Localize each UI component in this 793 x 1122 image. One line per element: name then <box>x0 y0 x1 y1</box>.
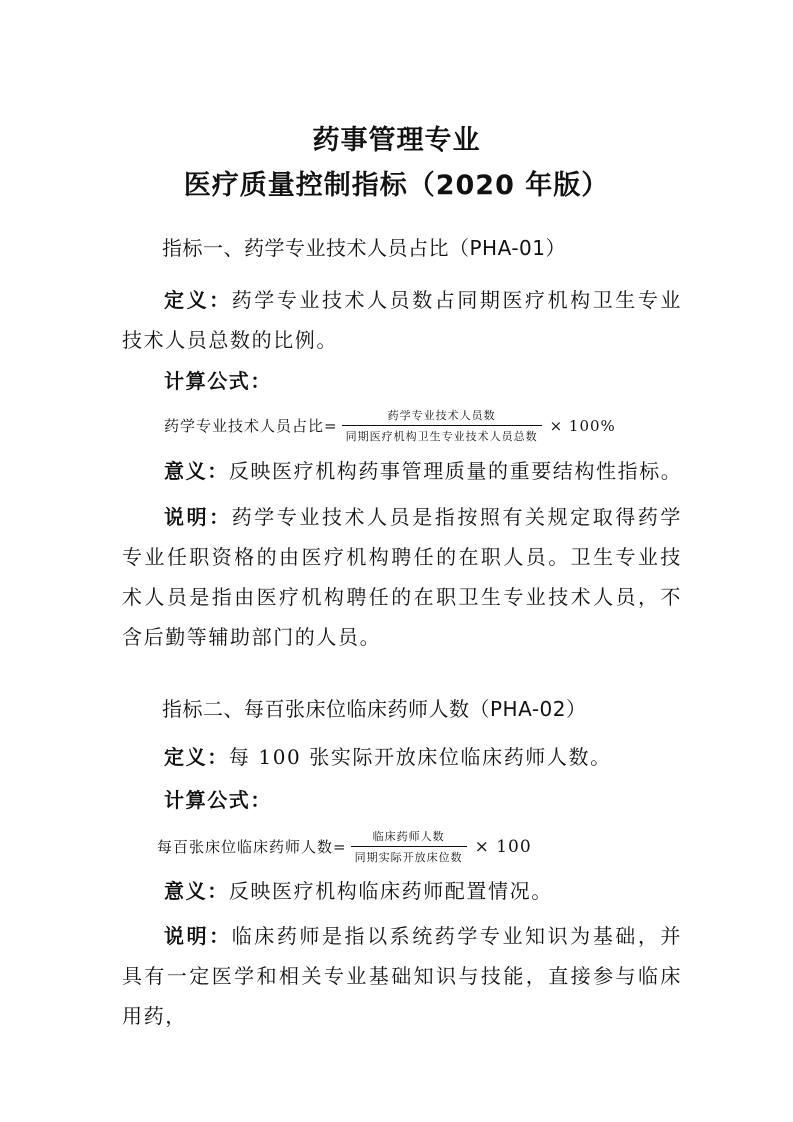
meaning-label: 意义： <box>164 459 229 483</box>
formula-multiplier: × 100 <box>474 836 532 857</box>
formula-multiplier: × 100% <box>549 416 616 435</box>
meaning-text: 反映医疗机构药事管理质量的重要结构性指标。 <box>228 459 683 483</box>
formula-fraction <box>351 828 467 865</box>
formula-lhs: 药学专业技术人员占比= <box>164 417 338 435</box>
note-text: 临床药师是指以系统药学专业知识为基础，并具有一定医学和相关专业基础知识与技能，直接参与临床用药， <box>122 924 683 1028</box>
formula-denominator: 同期实际开放床位数 <box>351 846 467 865</box>
document-title: 药事管理专业 <box>312 125 481 156</box>
indicator1-formula-label <box>164 366 272 396</box>
formula-label: 计算公式： <box>164 369 272 393</box>
indicator1-heading: 指标一、药学专业技术人员占比（PHA-01） <box>162 236 567 260</box>
indicator1-note <box>122 497 682 657</box>
meaning-label: 意义： <box>164 879 229 903</box>
indicator1-definition <box>122 280 682 360</box>
formula-label: 计算公式： <box>164 788 272 812</box>
document-subtitle: 医疗质量控制指标（2020 年版） <box>183 170 610 201</box>
definition-text: 药学专业技术人员数占同期医疗机构卫生专业技术人员总数的比例。 <box>122 288 683 352</box>
note-text: 药学专业技术人员是指按照有关规定取得药学专业任职资格的由医疗机构聘任的在职人员。卫生专业技术人员是指由医疗机构聘任的在职卫生专业技术人员，不含后勤等辅助部门的人员。 <box>122 505 683 649</box>
indicator1-formula <box>164 407 616 444</box>
formula-fraction <box>342 407 542 444</box>
formula-numerator: 药学专业技术人员数 <box>387 409 496 422</box>
definition-label: 定义： <box>164 745 229 769</box>
note-label: 说明： <box>164 924 232 948</box>
indicator1-meaning <box>164 456 682 486</box>
indicator2-heading: 指标二、每百张床位临床药师人数（PHA-02） <box>162 697 587 721</box>
definition-label: 定义： <box>164 288 232 312</box>
formula-numerator: 临床药师人数 <box>372 830 445 843</box>
indicator2-formula-label <box>164 785 272 815</box>
meaning-text: 反映医疗机构临床药师配置情况。 <box>228 879 553 903</box>
note-label: 说明： <box>164 505 232 529</box>
indicator2-formula <box>157 828 532 865</box>
indicator2-definition <box>164 742 612 772</box>
indicator2-meaning <box>164 876 553 906</box>
indicator2-note <box>122 916 682 1036</box>
definition-text: 每 100 张实际开放床位临床药师人数。 <box>228 745 612 769</box>
formula-lhs: 每百张床位临床药师人数= <box>157 838 347 856</box>
formula-denominator: 同期医疗机构卫生专业技术人员总数 <box>342 425 542 444</box>
